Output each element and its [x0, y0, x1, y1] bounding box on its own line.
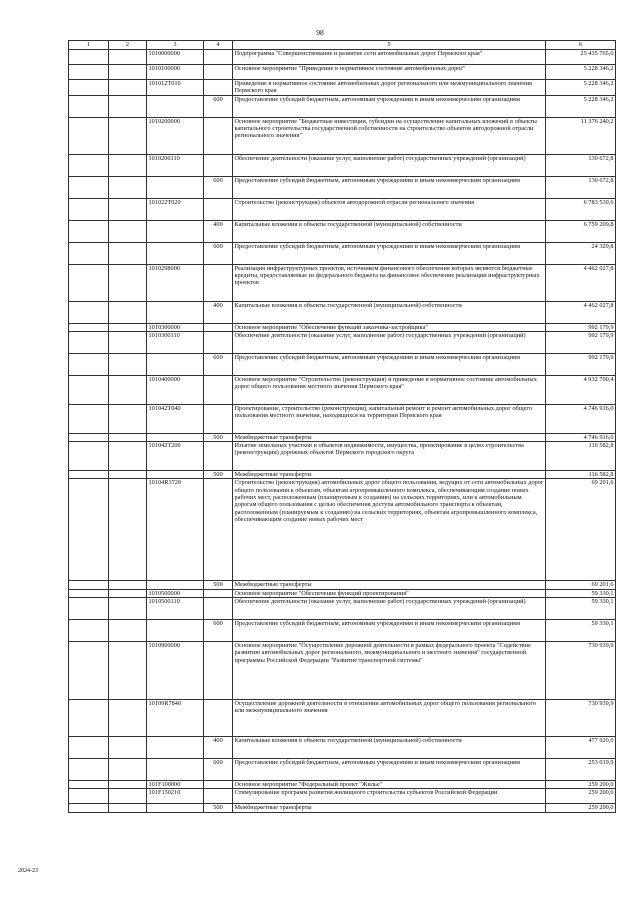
cell-col1 [69, 242, 109, 264]
expense-type-code [204, 700, 233, 737]
table-row [69, 323, 616, 331]
classification-code [147, 759, 204, 781]
cell-col2 [109, 176, 147, 198]
cell-col2 [109, 581, 147, 589]
cell-col2 [109, 301, 147, 323]
amount-value: 992 179,9 [546, 323, 616, 331]
item-description: Капитальные вложения в объекты государственной (муниципальной) собственности [233, 737, 546, 759]
classification-code [147, 581, 204, 589]
item-description: Осуществление дорожной деятельности в отношении автомобильных дорог общего пользования регионального или межмуниципального значения [233, 700, 546, 737]
item-description: Основное мероприятие "Федеральный проект "Жилье" [233, 781, 546, 789]
amount-value: 59 330,1 [546, 589, 616, 597]
amount-value: 4 462 027,8 [546, 301, 616, 323]
cell-col2 [109, 479, 147, 581]
amount-value: 5 228 346,2 [546, 65, 616, 80]
classification-code [147, 242, 204, 264]
expense-type-code [204, 642, 233, 700]
cell-col1 [69, 301, 109, 323]
classification-code: 1010400000 [147, 375, 204, 404]
amount-value: 116 582,8 [546, 442, 616, 471]
cell-col2 [109, 620, 147, 642]
cell-col2 [109, 642, 147, 700]
item-description: Предоставление субсидий бюджетным, автономным учреждениям и иным некоммерческим организациям [233, 95, 546, 117]
item-description: Межбюджетные трансферты [233, 804, 546, 812]
cell-col1 [69, 804, 109, 812]
classification-code: 1010100000 [147, 65, 204, 80]
classification-code [147, 737, 204, 759]
cell-col1 [69, 198, 109, 220]
cell-col1 [69, 95, 109, 117]
classification-code [147, 353, 204, 375]
item-description: Подпрограмма "Совершенствование и развитие сети автомобильных дорог Пермского края" [233, 50, 546, 65]
cell-col2 [109, 759, 147, 781]
item-description: Обеспечение деятельности (оказание услуг, выполнение работ) государственных учреждений (организаций) [233, 331, 546, 353]
table-row [69, 404, 616, 433]
expense-type-code [204, 323, 233, 331]
cell-col1 [69, 589, 109, 597]
expense-type-code [204, 589, 233, 597]
cell-col1 [69, 759, 109, 781]
amount-value: 4 746 916,0 [546, 404, 616, 433]
column-header: 4 [204, 41, 233, 50]
cell-col2 [109, 737, 147, 759]
table-row [69, 759, 616, 781]
cell-col2 [109, 404, 147, 433]
expense-type-code [204, 264, 233, 301]
cell-col2 [109, 804, 147, 812]
expense-type-code: 400 [204, 737, 233, 759]
amount-value: 59 330,1 [546, 598, 616, 620]
item-description: Предоставление субсидий бюджетным, автономным учреждениям и иным некоммерческим организациям [233, 620, 546, 642]
amount-value: 992 179,9 [546, 353, 616, 375]
cell-col2 [109, 264, 147, 301]
cell-col2 [109, 242, 147, 264]
cell-col1 [69, 65, 109, 80]
table-row [69, 598, 616, 620]
table-row [69, 80, 616, 96]
table-row [69, 581, 616, 589]
table-row [69, 642, 616, 700]
expense-type-code: 500 [204, 804, 233, 812]
budget-table [68, 40, 616, 813]
table-row [69, 220, 616, 242]
classification-code: 1010200110 [147, 154, 204, 176]
cell-col1 [69, 323, 109, 331]
table-row [69, 375, 616, 404]
header-row [69, 41, 616, 50]
item-description: Основное мероприятие "Обеспечение функций проектирования" [233, 589, 546, 597]
cell-col2 [109, 353, 147, 375]
cell-col1 [69, 433, 109, 441]
item-description: Капитальные вложения в объекты государственной (муниципальной) собственности [233, 301, 546, 323]
cell-col2 [109, 589, 147, 597]
cell-col1 [69, 737, 109, 759]
table-row [69, 117, 616, 154]
amount-value: 69 201,6 [546, 479, 616, 581]
expense-type-code: 500 [204, 433, 233, 441]
cell-col2 [109, 220, 147, 242]
expense-type-code [204, 65, 233, 80]
expense-type-code [204, 154, 233, 176]
expense-type-code: 400 [204, 220, 233, 242]
classification-code: 1010298000 [147, 264, 204, 301]
classification-code [147, 301, 204, 323]
cell-col1 [69, 331, 109, 353]
table-row [69, 264, 616, 301]
amount-value: 730 939,9 [546, 700, 616, 737]
table-row [69, 737, 616, 759]
cell-col2 [109, 700, 147, 737]
classification-code: 101022Т020 [147, 198, 204, 220]
expense-type-code: 600 [204, 242, 233, 264]
item-description: Предоставление субсидий бюджетным, автономным учреждениям и иным некоммерческим организациям [233, 176, 546, 198]
table-body [69, 50, 616, 813]
table-row [69, 95, 616, 117]
item-description: Основное мероприятие "Обеспечение функций заказчика-застройщика" [233, 323, 546, 331]
expense-type-code [204, 479, 233, 581]
column-header: 3 [147, 41, 204, 50]
expense-type-code: 600 [204, 176, 233, 198]
cell-col1 [69, 154, 109, 176]
cell-col2 [109, 598, 147, 620]
cell-col1 [69, 80, 109, 96]
item-description: Строительство (реконструкция) объектов автодорожной отрасли регионального значения [233, 198, 546, 220]
amount-value: 6 783 539,6 [546, 198, 616, 220]
expense-type-code [204, 331, 233, 353]
item-description: Межбюджетные трансферты [233, 433, 546, 441]
cell-col2 [109, 433, 147, 441]
cell-col1 [69, 353, 109, 375]
page-number: 98 [316, 28, 324, 37]
classification-code [147, 433, 204, 441]
table-row [69, 301, 616, 323]
expense-type-code [204, 404, 233, 433]
table-row [69, 198, 616, 220]
item-description: Межбюджетные трансферты [233, 581, 546, 589]
column-header: 6 [546, 41, 616, 50]
cell-col2 [109, 331, 147, 353]
item-description: Приведение в нормативное состояние автомобильных дорог регионального или межмуниципального значения Пермского края [233, 80, 546, 96]
expense-type-code: 600 [204, 759, 233, 781]
expense-type-code [204, 117, 233, 154]
item-description: Основное мероприятие "Строительство (реконструкция) и приведение в нормативное состояние автомобильных дорог общего пользования местного значения Пермского края" [233, 375, 546, 404]
cell-col2 [109, 471, 147, 479]
cell-col1 [69, 700, 109, 737]
table-row [69, 471, 616, 479]
expense-type-code: 400 [204, 301, 233, 323]
classification-code: 1010300000 [147, 323, 204, 331]
item-description: Основное мероприятие "Приведение в нормативное состояние автомобильных дорог" [233, 65, 546, 80]
amount-value: 11 376 240,2 [546, 117, 616, 154]
table-row [69, 65, 616, 80]
classification-code: 1010500110 [147, 598, 204, 620]
cell-col1 [69, 581, 109, 589]
cell-col1 [69, 781, 109, 789]
classification-code [147, 176, 204, 198]
table-row [69, 804, 616, 812]
classification-code: 101042Т200 [147, 442, 204, 471]
item-description: Предоставление субсидий бюджетным, автономным учреждениям и иным некоммерческим организациям [233, 242, 546, 264]
cell-col2 [109, 442, 147, 471]
amount-value: 253 019,9 [546, 759, 616, 781]
cell-col2 [109, 781, 147, 789]
amount-value: 5 228 346,2 [546, 80, 616, 96]
cell-col2 [109, 323, 147, 331]
cell-col1 [69, 620, 109, 642]
classification-code: 10109R7840 [147, 700, 204, 737]
amount-value: 259 200,0 [546, 789, 616, 804]
amount-value: 992 179,9 [546, 331, 616, 353]
classification-code: 1010000000 [147, 50, 204, 65]
table-row [69, 50, 616, 65]
amount-value: 25 435 765,0 [546, 50, 616, 65]
cell-col1 [69, 117, 109, 154]
cell-col1 [69, 176, 109, 198]
amount-value: 259 200,0 [546, 804, 616, 812]
expense-type-code: 600 [204, 620, 233, 642]
amount-value: 259 200,0 [546, 781, 616, 789]
amount-value: 130 672,8 [546, 176, 616, 198]
expense-type-code [204, 781, 233, 789]
cell-col1 [69, 442, 109, 471]
expense-type-code [204, 375, 233, 404]
column-header: 2 [109, 41, 147, 50]
amount-value: 730 939,9 [546, 642, 616, 700]
cell-col1 [69, 479, 109, 581]
classification-code: 101F150210 [147, 789, 204, 804]
cell-col1 [69, 598, 109, 620]
table-row [69, 353, 616, 375]
cell-col1 [69, 220, 109, 242]
footer-code: 2024-23 [18, 868, 38, 874]
item-description: Межбюджетные трансферты [233, 471, 546, 479]
classification-code [147, 95, 204, 117]
item-description: Основное мероприятие "Бюджетные инвестиции, субсидии на осуществление капитальных вложений в объекты капитального строительства государственной собственности на строительство объектов автодорожной отрасли регионального значения" [233, 117, 546, 154]
amount-value: 130 672,8 [546, 154, 616, 176]
expense-type-code [204, 442, 233, 471]
classification-code: 101F100000 [147, 781, 204, 789]
table-row [69, 781, 616, 789]
cell-col1 [69, 375, 109, 404]
expense-type-code [204, 198, 233, 220]
cell-col2 [109, 117, 147, 154]
item-description: Обеспечение деятельности (оказание услуг, выполнение работ) государственных учреждений (организаций) [233, 154, 546, 176]
amount-value: 59 330,1 [546, 620, 616, 642]
table-row [69, 479, 616, 581]
amount-value: 4 462 027,8 [546, 264, 616, 301]
classification-code [147, 804, 204, 812]
table-row [69, 589, 616, 597]
classification-code [147, 220, 204, 242]
item-description: Предоставление субсидий бюджетным, автономным учреждениям и иным некоммерческим организациям [233, 353, 546, 375]
amount-value: 6 759 209,8 [546, 220, 616, 242]
table-row [69, 789, 616, 804]
table-row [69, 154, 616, 176]
item-description: Капитальные вложения в объекты государственной (муниципальной) собственности [233, 220, 546, 242]
classification-code [147, 471, 204, 479]
column-header: 5 [233, 41, 546, 50]
classification-code: 10104R3720 [147, 479, 204, 581]
table-row [69, 242, 616, 264]
item-description: Основное мероприятие "Осуществление дорожной деятельности в рамках федерального проекта "Содействие развитию автомобильных дорог регионального, межмуниципального и местного значения" государственной программы Российской Федерации "Развитие транспортной системы" [233, 642, 546, 700]
item-description: Строительство (реконструкция) автомобильных дорог общего пользования, ведущих от сети автомобильных дорог общего пользования к объектам, объектам агропромышленного комплекса, обеспечивающим создание новых рабочих мест, расположенным (планируемым к созданию) на сельских территориях, или к автомобильным дорогам общего пользования с целью обеспечения доступа автомобильного транспорта к объектам, расположенным (планируемым к созданию) на сельских территориях, объектам агропромышленного комплекса, обеспечивающим создание новых рабочих мест [233, 479, 546, 581]
classification-code: 1010900000 [147, 642, 204, 700]
expense-type-code [204, 598, 233, 620]
cell-col2 [109, 375, 147, 404]
column-header: 1 [69, 41, 109, 50]
cell-col1 [69, 264, 109, 301]
classification-code: 101042Т040 [147, 404, 204, 433]
classification-code [147, 620, 204, 642]
expense-type-code: 600 [204, 353, 233, 375]
table-row [69, 331, 616, 353]
amount-value: 4 932 700,4 [546, 375, 616, 404]
table-row [69, 700, 616, 737]
cell-col1 [69, 789, 109, 804]
item-description: Реализация инфраструктурных проектов, источником финансового обеспечения которых являются бюджетные кредиты, предоставляемые из федерального бюджета на финансовое обеспечение реализации инфраструктурных проектов [233, 264, 546, 301]
expense-type-code [204, 789, 233, 804]
cell-col2 [109, 95, 147, 117]
table-row [69, 442, 616, 471]
cell-col2 [109, 50, 147, 65]
item-description: Предоставление субсидий бюджетным, автономным учреждениям и иным некоммерческим организациям [233, 759, 546, 781]
cell-col2 [109, 154, 147, 176]
cell-col1 [69, 642, 109, 700]
classification-code: 1010300110 [147, 331, 204, 353]
cell-col2 [109, 80, 147, 96]
cell-col2 [109, 198, 147, 220]
amount-value: 24 329,8 [546, 242, 616, 264]
expense-type-code: 600 [204, 95, 233, 117]
cell-col1 [69, 471, 109, 479]
table-row [69, 620, 616, 642]
amount-value: 477 920,0 [546, 737, 616, 759]
expense-type-code [204, 80, 233, 96]
expense-type-code: 500 [204, 581, 233, 589]
item-description: Проектирование, строительство (реконструкция), капитальный ремонт и ремонт автомобильных дорог общего пользования местного значения, находящихся на территории Пермского края [233, 404, 546, 433]
table-row [69, 433, 616, 441]
amount-value: 5 228 346,2 [546, 95, 616, 117]
item-description: Изъятие земельных участков и объектов недвижимости, имущества, проектирование в целях строительства (реконструкции) дорожных объектов Пермского городского округа [233, 442, 546, 471]
cell-col2 [109, 789, 147, 804]
item-description: Стимулирование программ развития жилищного строительства субъектов Российской Федерации [233, 789, 546, 804]
cell-col2 [109, 65, 147, 80]
classification-code: 101012Т010 [147, 80, 204, 96]
amount-value: 4 746 916,0 [546, 433, 616, 441]
expense-type-code [204, 50, 233, 65]
amount-value: 69 201,6 [546, 581, 616, 589]
classification-code: 1010200000 [147, 117, 204, 154]
cell-col1 [69, 50, 109, 65]
classification-code: 1010500000 [147, 589, 204, 597]
table-row [69, 176, 616, 198]
item-description: Обеспечение деятельности (оказание услуг, выполнение работ) государственных учреждений (организаций) [233, 598, 546, 620]
cell-col1 [69, 404, 109, 433]
expense-type-code: 500 [204, 471, 233, 479]
amount-value: 116 582,8 [546, 471, 616, 479]
